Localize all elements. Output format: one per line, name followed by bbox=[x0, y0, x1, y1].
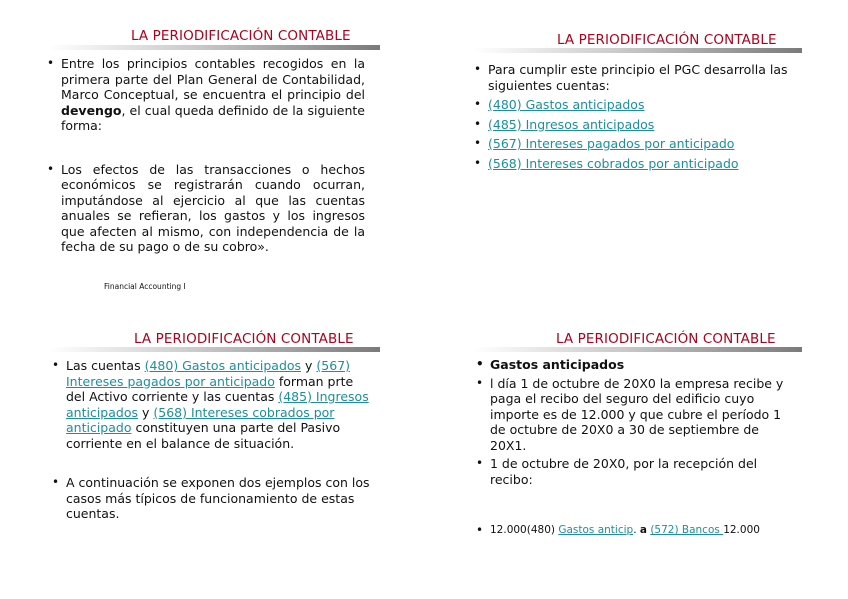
account-link-567[interactable]: (567) Intereses pagados por anticipado bbox=[66, 358, 351, 389]
bullet-list bbox=[476, 357, 794, 487]
account-link-572[interactable]: (572) Bancos bbox=[650, 524, 724, 536]
account-link-480[interactable]: (480) Gastos anticipados bbox=[488, 97, 645, 112]
account-item bbox=[474, 117, 794, 133]
slide-title: LA PERIODIFICACIÓN CONTABLE bbox=[557, 32, 777, 48]
account-link-480[interactable]: Gastos anticip bbox=[558, 524, 634, 536]
bullet-item: • Los efectos de las transacciones o hechos económicos se registrarán cuando ocurran, imputándose al ejercicio al que las cuentas anuales se refieran, los gastos y los ingresos que afecten al mismo, con independencia de la fecha de su pago o de su cobro». bbox=[47, 162, 365, 255]
journal-entry-list bbox=[476, 523, 794, 539]
slide-title: LA PERIODIFICACIÓN CONTABLE bbox=[134, 331, 354, 347]
account-link-568[interactable]: (568) Intereses cobrados por anticipado bbox=[66, 404, 335, 435]
bullet-list bbox=[47, 56, 365, 255]
bullet-item: • Para cumplir este principio el PGC desarrolla las siguientes cuentas: bbox=[474, 62, 794, 93]
account-link-567[interactable]: (567) Intereses pagados por anticipado bbox=[488, 136, 735, 151]
title-rule bbox=[474, 347, 802, 352]
title-rule bbox=[474, 48, 802, 53]
footer-note: Financial Accounting I bbox=[104, 282, 186, 291]
account-item bbox=[474, 97, 794, 113]
bullet-list bbox=[474, 62, 794, 171]
account-item bbox=[474, 156, 794, 172]
account-link-485[interactable]: (485) Ingresos anticipados bbox=[488, 116, 655, 132]
bullet-item: • l día 1 de octubre de 20X0 la empresa recibe y paga el recibo del seguro del edificio cuyo importe es de 12.000 y que cubre el período 1 de octubre de 20X0 a 30 de septiembre de 20X1. bbox=[476, 376, 794, 454]
account-link-568[interactable]: (568) Intereses cobrados por anticipado bbox=[488, 155, 739, 171]
bullet-list bbox=[52, 358, 370, 522]
account-link-480[interactable]: (480) Gastos anticipados bbox=[144, 358, 302, 373]
bullet-item: • Entre los principios contables recogidos en la primera parte del Plan General de Contabilidad, Marco Conceptual, se encuentra el principio del devengo, el cual queda definido de la siguiente forma: bbox=[47, 56, 365, 134]
account-item bbox=[474, 136, 794, 152]
bullet-item: • 1 de octubre de 20X0, por la recepción del recibo: bbox=[476, 456, 794, 487]
slide-title: LA PERIODIFICACIÓN CONTABLE bbox=[131, 28, 351, 44]
slide-title: LA PERIODIFICACIÓN CONTABLE bbox=[556, 331, 776, 347]
journal-entry: • 12.000(480) Gastos anticip. a (572) Bancos 12.000 bbox=[476, 523, 794, 539]
title-rule bbox=[48, 347, 380, 352]
bullet-item: • A continuación se exponen dos ejemplos con los casos más típicos de funcionamiento de estas cuentas. bbox=[52, 475, 370, 522]
account-link-485[interactable]: (485) Ingresos anticipados bbox=[66, 389, 369, 420]
bullet-heading: • Gastos anticipados bbox=[476, 357, 794, 373]
title-rule bbox=[48, 45, 380, 50]
bullet-item: • Las cuentas (480) Gastos anticipados y (567) Intereses pagados por anticipado forman prte del Activo corriente y las cuentas (485) Ingresos anticipados y (568) Intereses cobrados por anticipado constituyen una parte del Pasivo corriente en el balance de situación. bbox=[52, 358, 370, 451]
